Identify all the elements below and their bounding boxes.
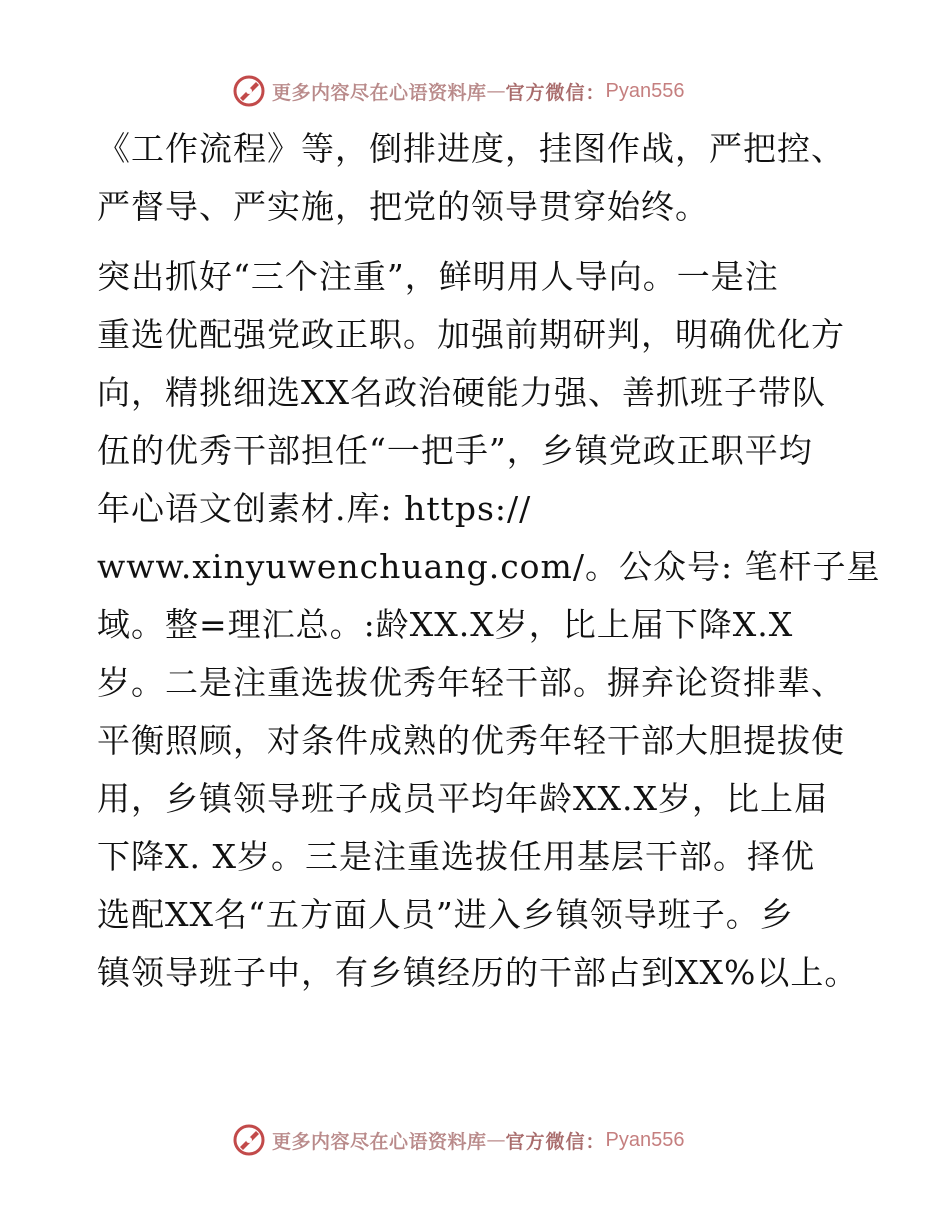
paragraph-2 <box>97 248 881 1002</box>
text-line: www.xinyuwenchuang.com/。公众号: 笔杆子星 <box>97 547 881 586</box>
text-line: 年心语文创素材.库: https:// <box>97 489 532 528</box>
banner-dash: — <box>486 80 506 102</box>
banner-brand-text: 更多内容尽在心语资料库 <box>272 1130 487 1153</box>
text-line: 向，精挑细选XX名政治硬能力强、善抓班子带队 <box>97 373 826 412</box>
pen-logo-icon <box>232 1123 266 1157</box>
banner-dash: — <box>486 1129 506 1151</box>
text-line: 岁。二是注重选拔优秀年轻干部。摒弃论资排辈、 <box>97 663 845 702</box>
banner-wechat-id: Pyan556 <box>605 79 685 102</box>
text-line: 严督导、严实施，把党的领导贯穿始终。 <box>97 187 709 226</box>
header-banner <box>232 73 685 109</box>
banner-wechat-id: Pyan556 <box>605 1128 685 1151</box>
banner-brand-text: 更多内容尽在心语资料库 <box>272 81 487 104</box>
text-line: 《工作流程》等，倒排进度，挂图作战，严把控、 <box>97 129 845 168</box>
paragraph-1 <box>97 120 857 236</box>
banner-wechat-label: 官方微信： <box>505 1130 606 1153</box>
text-line: 域。整=理汇总。:龄XX.X岁，比上届下降X.X <box>97 605 794 644</box>
text-line: 平衡照顾，对条件成熟的优秀年轻干部大胆提拔使 <box>97 721 845 760</box>
text-line: 突出抓好“三个注重”，鲜明用人导向。一是注 <box>97 257 779 296</box>
text-line: 镇领导班子中，有乡镇经历的干部占到XX%以上。 <box>97 953 859 992</box>
footer-banner <box>232 1122 685 1158</box>
document-body <box>97 120 881 1002</box>
pen-logo-icon <box>232 74 266 108</box>
text-line: 选配XX名“五方面人员”进入乡镇领导班子。乡 <box>97 895 794 934</box>
text-line: 下降X. X岁。三是注重选拔任用基层干部。择优 <box>97 837 815 876</box>
text-line: 伍的优秀干部担任“一把手”，乡镇党政正职平均 <box>97 431 813 470</box>
text-line: 用，乡镇领导班子成员平均年龄XX.X岁，比上届 <box>97 779 828 818</box>
text-line: 重选优配强党政正职。加强前期研判，明确优化方 <box>97 315 845 354</box>
banner-wechat-label: 官方微信： <box>505 81 606 104</box>
